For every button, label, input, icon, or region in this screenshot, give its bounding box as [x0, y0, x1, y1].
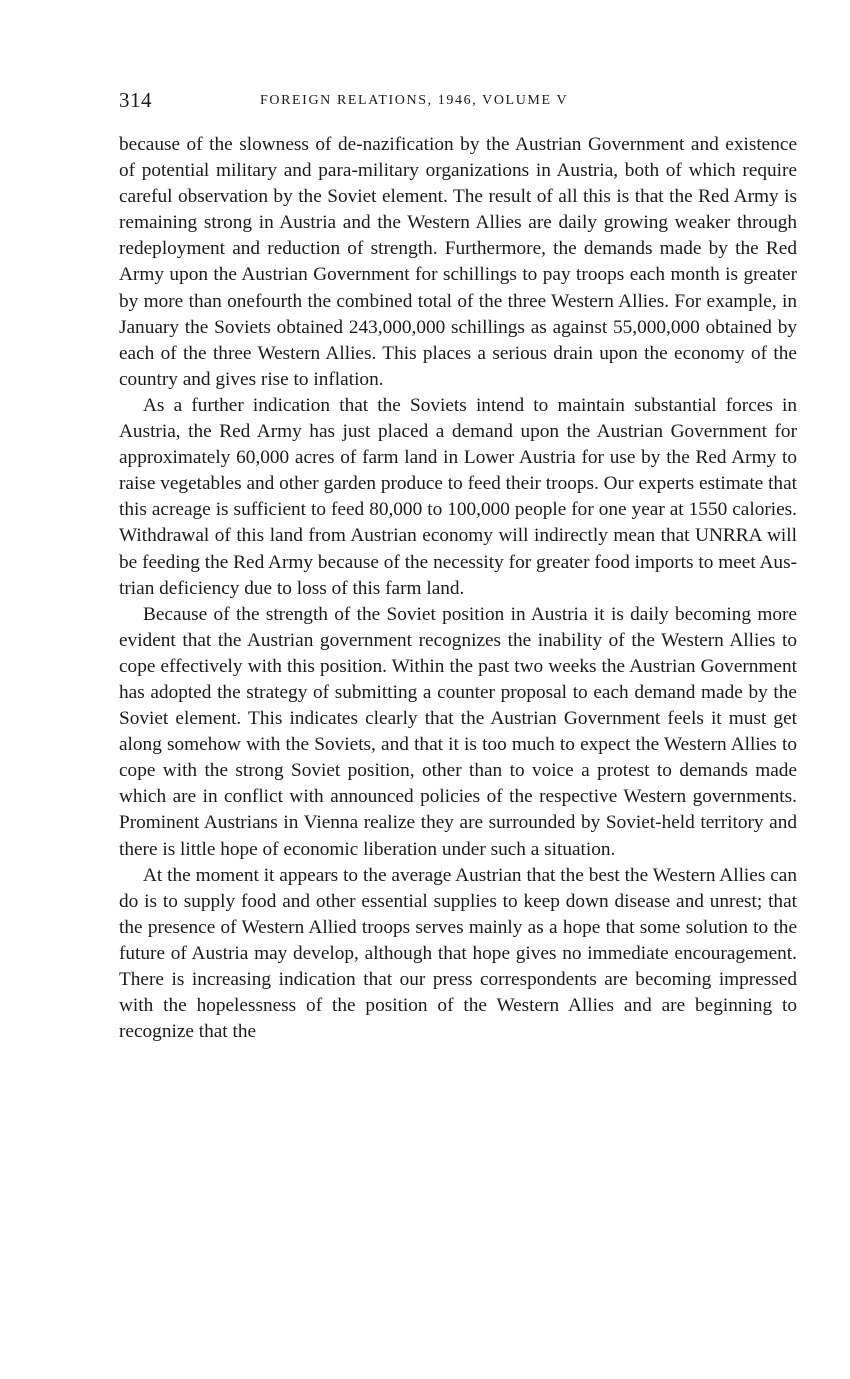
paragraph: As a further indication that the Soviets intend to maintain substantial forces in Austria, the Red Army has just placed a demand upon the Austrian Government for approximately 60,000 acres of farm land in Lower Austria for use by the Red Army to raise vegetables and other garden produce to feed their troops. Our experts estimate that this acreage is sufficient to feed 80,000 to 100,000 people for one year at 1550 calories. Withdrawal of this land from Austrian economy will indirectly mean that UNRRA will be feeding the Red Army because of the necessity for greater food imports to meet Austrian deficiency due to loss of this farm land.: [119, 394, 797, 599]
page-number: 314: [119, 88, 152, 112]
running-header: [119, 88, 797, 118]
paragraph: because of the slowness of de-nazification by the Austrian Government and existence of potential military and para-military organizations in Austria, both of which require careful observation by the Soviet element. The result of all this is that the Red Army is remaining strong in Austria and the Western Allies are daily growing weaker through redeployment and reduction of strength. Furthermore, the demands made by the Red Army upon the Austrian Government for schillings to pay troops each month is greater by more than onefourth the combined total of the three Western Allies. For example, in January the Soviets obtained 243,000,000 schillings as against 55,000,000 obtained by each of the three Western Allies. This places a serious drain upon the economy of the country and gives rise to inflation.: [119, 134, 797, 390]
running-title: FOREIGN RELATIONS, 1946, VOLUME V: [260, 93, 569, 108]
body-text: [119, 132, 797, 1045]
paragraph: Because of the strength of the Soviet position in Austria it is daily becoming more evident that the Austrian government recognizes the inability of the Western Allies to cope effectively with this position. Within the past two weeks the Austrian Government has adopted the strategy of submitting a counter proposal to each demand made by the Soviet element. This indicates clearly that the Austrian Government feels it must get along somehow with the Soviets, and that it is too much to expect the Western Allies to cope with the strong Soviet position, other than to voice a protest to demands made which are in conflict with announced policies of the respective Western governments. Prominent Austrians in Vienna realize they are surrounded by Soviet-held territory and there is little hope of economic liberation under such a situation.: [119, 603, 797, 860]
document-page: [119, 88, 797, 1045]
paragraph: At the moment it appears to the average Austrian that the best the Western Allies can do is to supply food and other essential supplies to keep down disease and unrest; that the presence of Western Allied troops serves mainly as a hope that some solution to the future of Austria may develop, although that hope gives no immediate encouragement. There is increasing indication that our press correspondents are becoming impressed with the hopelessness of the position of the Western Allies and are beginning to recognize that the: [119, 864, 797, 1043]
